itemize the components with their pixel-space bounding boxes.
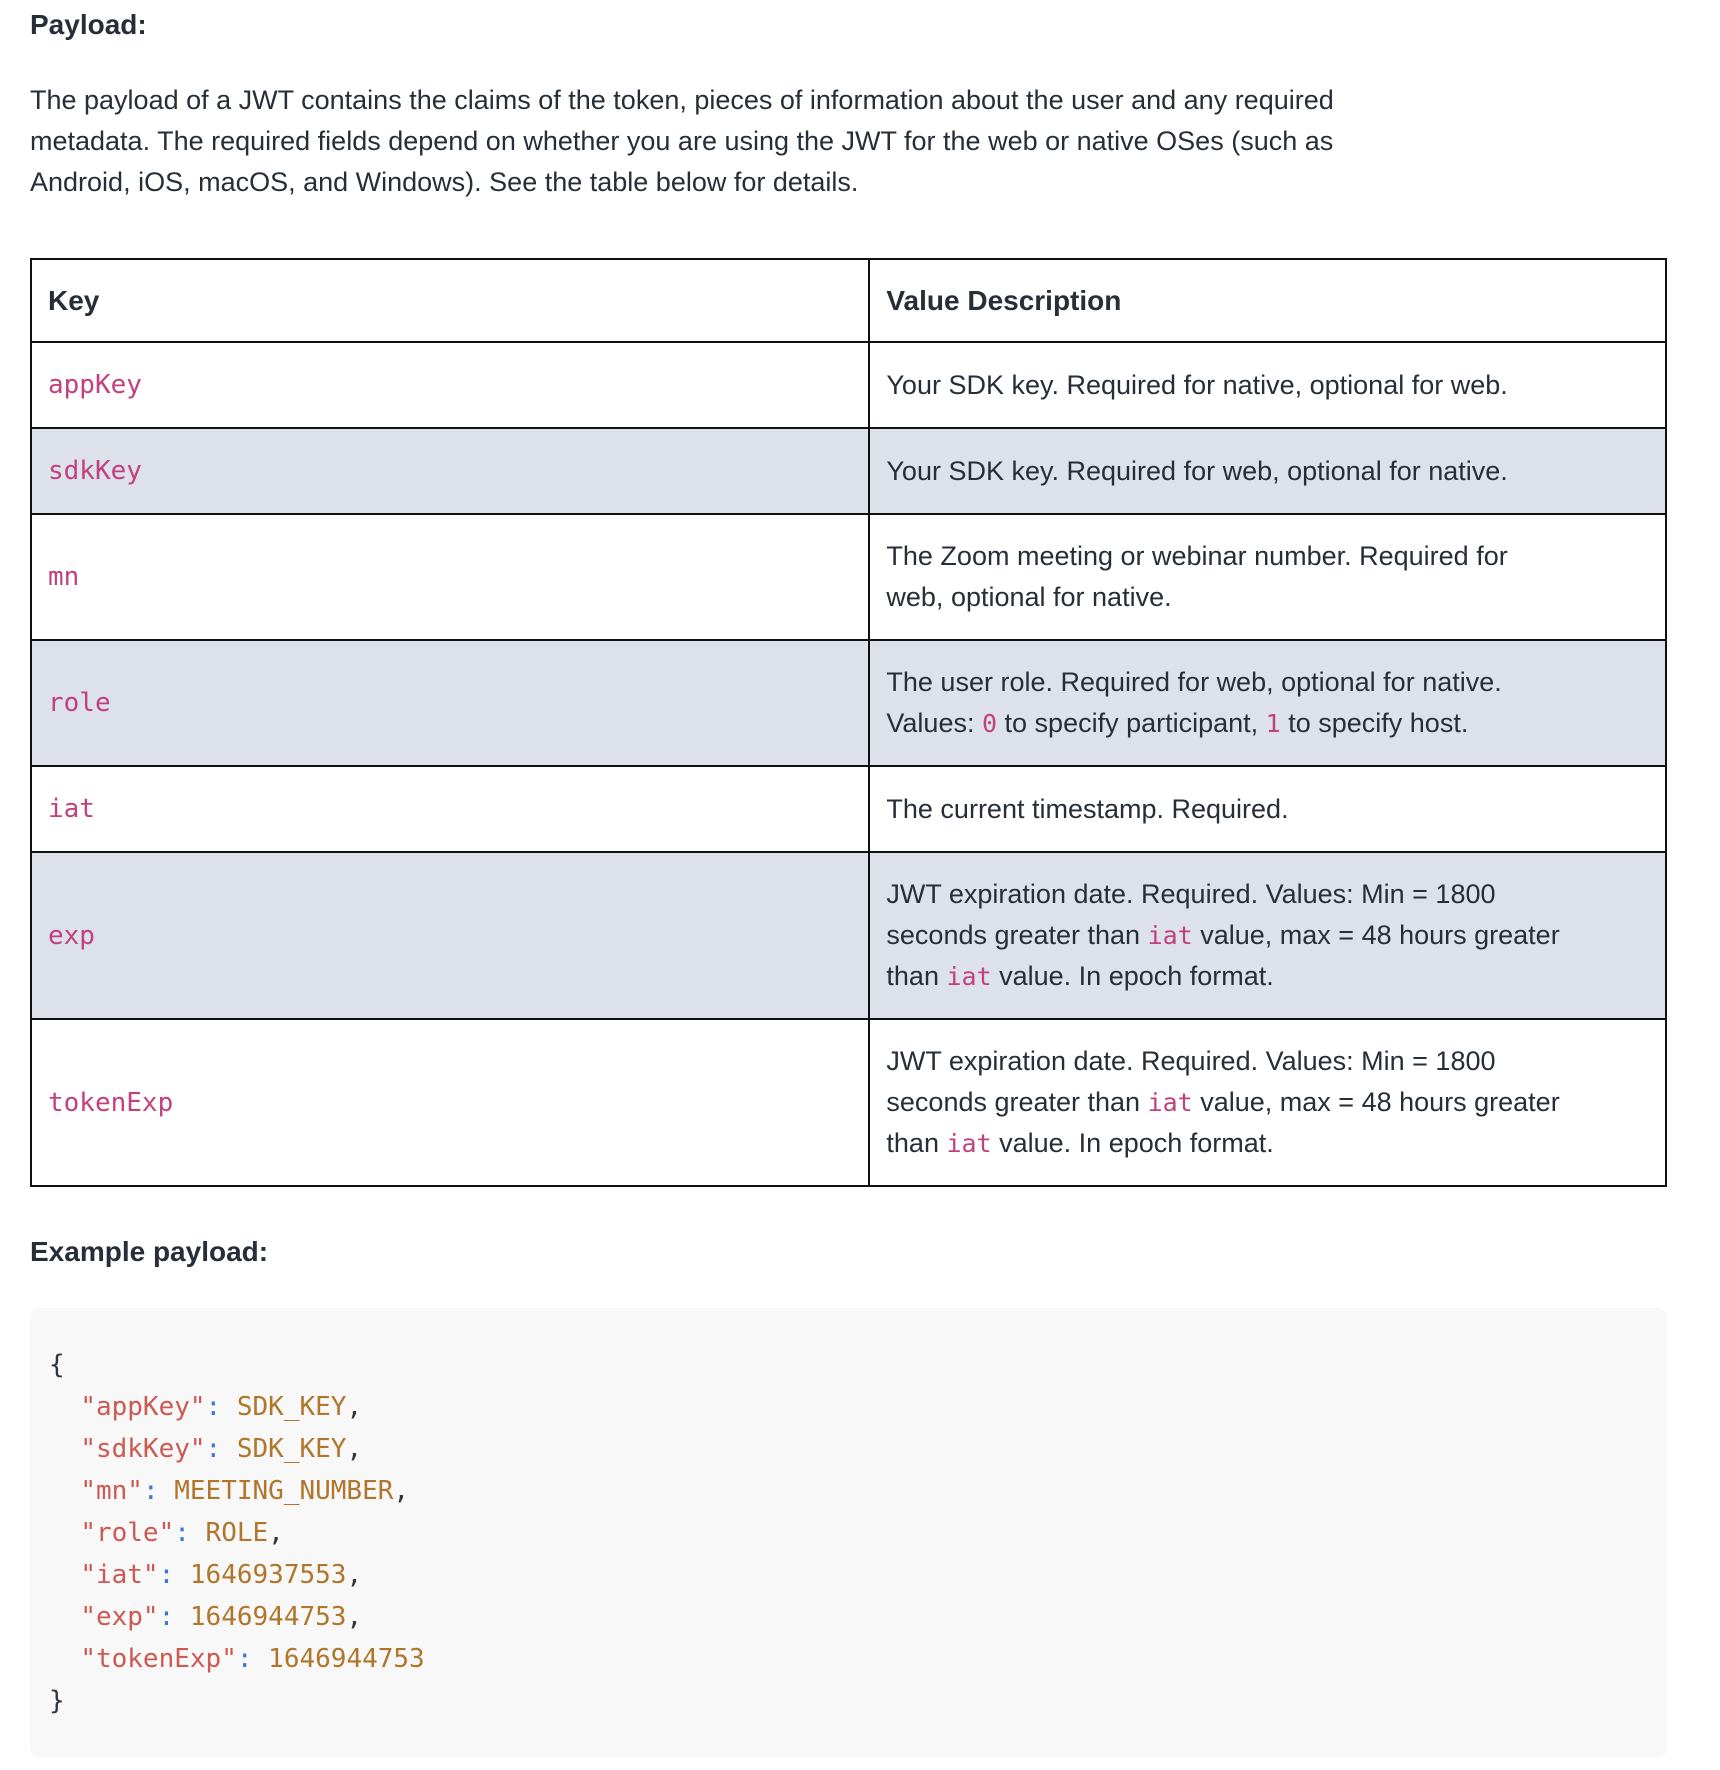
table-row xyxy=(31,1019,1666,1186)
code-whitespace xyxy=(49,1644,80,1674)
code-punctuation: , xyxy=(346,1392,363,1422)
key-code: exp xyxy=(48,920,95,951)
table-row xyxy=(31,766,1666,852)
inline-code: iat xyxy=(1147,921,1193,950)
description-text: value. In epoch format. xyxy=(991,961,1274,991)
code-value: MEETING_NUMBER xyxy=(174,1476,394,1506)
description-line xyxy=(886,662,1649,703)
description-text: The Zoom meeting or webinar number. Required for xyxy=(886,541,1508,571)
code-whitespace xyxy=(174,1560,190,1590)
code-key-string: "mn" xyxy=(80,1476,143,1506)
code-punctuation: , xyxy=(346,1602,363,1632)
code-whitespace xyxy=(221,1434,237,1464)
code-value: 1646937553 xyxy=(189,1560,347,1590)
inline-code: iat xyxy=(946,962,992,991)
code-whitespace xyxy=(49,1392,80,1422)
code-key-string: "iat" xyxy=(80,1560,159,1590)
code-colon: : xyxy=(205,1434,222,1464)
inline-code: 1 xyxy=(1265,709,1281,738)
code-colon: : xyxy=(142,1476,159,1506)
intro-paragraph xyxy=(30,80,1667,203)
code-punctuation: { xyxy=(49,1350,65,1380)
table-row xyxy=(31,342,1666,428)
value-description-cell xyxy=(869,640,1666,766)
code-whitespace xyxy=(49,1560,80,1590)
description-text: value. In epoch format. xyxy=(991,1128,1274,1158)
code-value: ROLE xyxy=(205,1518,269,1548)
description-text: to specify participant, xyxy=(997,708,1266,738)
value-description-cell xyxy=(869,342,1666,428)
description-line xyxy=(886,1041,1649,1082)
value-description-column-header: Value Description xyxy=(869,259,1666,342)
key-code: sdkKey xyxy=(48,456,142,486)
description-text: JWT expiration date. Required. Values: Min = 1800 xyxy=(886,879,1496,909)
key-cell xyxy=(31,514,869,640)
description-line xyxy=(886,536,1649,577)
code-whitespace xyxy=(49,1518,80,1548)
example-code-block xyxy=(30,1308,1667,1758)
key-cell xyxy=(31,766,869,852)
code-punctuation: , xyxy=(268,1518,284,1548)
key-cell xyxy=(31,852,869,1019)
code-whitespace xyxy=(159,1476,175,1506)
description-text: The current timestamp. Required. xyxy=(886,793,1289,824)
value-description-cell xyxy=(869,428,1666,514)
code-value: 1646944753 xyxy=(268,1644,425,1674)
value-description-cell xyxy=(869,514,1666,640)
description-text: value, max = 48 hours greater xyxy=(1192,1087,1560,1117)
code-whitespace xyxy=(221,1392,237,1422)
code-content xyxy=(49,1350,425,1716)
description-line xyxy=(886,703,1649,744)
code-value: 1646944753 xyxy=(189,1602,347,1632)
code-key-string: "exp" xyxy=(80,1602,159,1632)
code-value: SDK_KEY xyxy=(236,1434,347,1464)
code-whitespace xyxy=(174,1602,190,1632)
example-payload-heading: Example payload: xyxy=(30,1236,269,1267)
table-row xyxy=(31,852,1666,1019)
description-line xyxy=(886,1082,1649,1123)
table-head xyxy=(31,259,1666,342)
description-text: Your SDK key. Required for web, optional for native. xyxy=(886,455,1508,486)
description-line xyxy=(886,789,1649,830)
code-key-string: "role" xyxy=(80,1518,175,1548)
description-text: web, optional for native. xyxy=(886,582,1172,612)
code-key-string: "sdkKey" xyxy=(80,1434,206,1464)
code-punctuation: , xyxy=(393,1476,410,1506)
value-description-cell xyxy=(869,1019,1666,1186)
intro-line: The payload of a JWT contains the claims of the token, pieces of information about the user and any required xyxy=(30,85,1334,115)
code-whitespace xyxy=(49,1434,80,1464)
description-text: than xyxy=(886,961,947,991)
code-punctuation: } xyxy=(49,1686,65,1716)
payload-table xyxy=(30,258,1667,1187)
code-colon: : xyxy=(236,1644,253,1674)
code-colon: : xyxy=(158,1602,175,1632)
code-colon: : xyxy=(158,1560,175,1590)
description-text: than xyxy=(886,1128,947,1158)
key-code: tokenExp xyxy=(48,1087,174,1118)
inline-code: 0 xyxy=(981,709,998,738)
description-line xyxy=(886,577,1649,618)
description-line xyxy=(886,874,1649,915)
key-code: mn xyxy=(48,562,80,592)
code-punctuation: , xyxy=(346,1434,363,1464)
description-line xyxy=(886,365,1649,406)
key-cell xyxy=(31,1019,869,1186)
code-whitespace xyxy=(49,1476,80,1506)
description-line xyxy=(886,451,1649,492)
description-text: value, max = 48 hours greater xyxy=(1192,920,1560,950)
description-line xyxy=(886,915,1649,956)
description-line xyxy=(886,956,1649,997)
key-cell xyxy=(31,342,869,428)
table-body xyxy=(31,342,1666,1186)
inline-code: iat xyxy=(1147,1088,1193,1117)
description-text: seconds greater than xyxy=(886,920,1148,950)
payload-heading: Payload: xyxy=(30,9,147,40)
description-text: Values: xyxy=(886,708,982,738)
code-punctuation: , xyxy=(346,1560,363,1590)
key-code: iat xyxy=(48,794,95,824)
code-whitespace xyxy=(49,1602,80,1632)
value-description-cell xyxy=(869,852,1666,1019)
description-text: to specify host. xyxy=(1280,708,1469,738)
intro-line: Android, iOS, macOS, and Windows). See the table below for details. xyxy=(30,167,859,197)
description-line xyxy=(886,1123,1649,1164)
value-description-cell xyxy=(869,766,1666,852)
table-row xyxy=(31,428,1666,514)
inline-code: iat xyxy=(946,1129,992,1158)
table-header-row xyxy=(31,259,1666,342)
intro-line: metadata. The required fields depend on whether you are using the JWT for the web or native OSes (such as xyxy=(30,126,1334,156)
code-value: SDK_KEY xyxy=(236,1392,347,1422)
code-whitespace xyxy=(190,1518,206,1548)
key-column-header: Key xyxy=(31,259,869,342)
code-key-string: "appKey" xyxy=(80,1392,206,1422)
description-text: JWT expiration date. Required. Values: Min = 1800 xyxy=(886,1046,1496,1076)
key-cell xyxy=(31,428,869,514)
code-whitespace xyxy=(253,1644,269,1674)
table-row xyxy=(31,514,1666,640)
description-text: The user role. Required for web, optional for native. xyxy=(886,667,1502,697)
key-code: role xyxy=(48,688,111,718)
code-colon: : xyxy=(174,1518,190,1548)
description-text: seconds greater than xyxy=(886,1087,1148,1117)
code-colon: : xyxy=(205,1392,222,1422)
description-text: Your SDK key. Required for native, optional for web. xyxy=(886,369,1508,400)
code-key-string: "tokenExp" xyxy=(80,1644,237,1674)
table-row xyxy=(31,640,1666,766)
key-cell xyxy=(31,640,869,766)
key-code: appKey xyxy=(48,370,142,400)
